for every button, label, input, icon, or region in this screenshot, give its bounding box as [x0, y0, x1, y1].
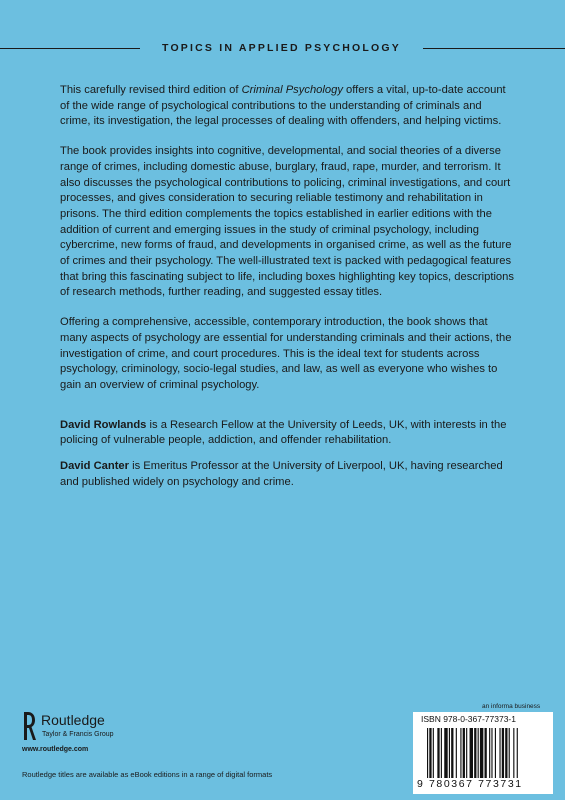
publisher-name: Routledge [41, 712, 105, 728]
isbn-label: ISBN 978-0-367-77373-1 [421, 714, 516, 724]
publisher-group: Taylor & Francis Group [42, 731, 114, 738]
series-banner [0, 40, 565, 58]
barcode-icon [427, 728, 547, 778]
publisher-url: www.routledge.com [22, 746, 89, 753]
author-bio-1 [60, 418, 515, 449]
blurb-p1-lead: This carefully revised third edition of [60, 84, 242, 96]
blurb-paragraph-2: The book provides insights into cognitive, developmental, and social theories of a diverse range of crimes, including domestic abuse, burglary, fraud, rape, murder, and terrorism. It also discusses the psychological contributions to policing, criminal investigations, and court processes, and gives consideration to securing reliable testimony and rehabilitation in prisons. The third edition complements the topics established in earlier editions with the addition of current and emerging issues in the study of criminal psychology, including cybercrime, new forms of fraud, and developments in organised crime, as well as the future of crimes and their psychology. The well-illustrated text is packed with pedagogical features that bring this fascinating subject to life, including boxes highlighting key topics, descriptions of research methods, further reading, and suggested essay titles. [60, 145, 514, 299]
informa-tagline: an informa business [482, 703, 541, 710]
barcode-digits: 9 780367 773731 [417, 778, 523, 790]
series-rule-right [423, 48, 565, 49]
isbn-barcode [413, 712, 553, 794]
book-title: Criminal Psychology [241, 84, 343, 96]
author-name: David Canter [60, 460, 130, 473]
series-title: TOPICS IN APPLIED PSYCHOLOGY [162, 42, 401, 54]
publisher-logo [22, 710, 182, 755]
back-cover-text [60, 83, 515, 500]
series-rule-left [0, 48, 140, 49]
blurb-paragraph-3: Offering a comprehensive, accessible, contemporary introduction, the book shows that many aspects of psychology are essential for understanding criminals and their actions, the investigation of crime, and court procedures. This is the ideal text for students across psychology, criminology, socio-legal studies, and law, as well as everyone who wishes to gain an overview of criminal psychology. [60, 316, 512, 391]
author-bio-text: is Emeritus Professor at the University of Liverpool, UK, having researched and published widely on psychology and crime. [60, 460, 503, 488]
author-name: David Rowlands [60, 418, 147, 431]
ebook-footnote: Routledge titles are available as eBook editions in a range of digital formats [22, 770, 273, 779]
author-bio-text: is a Research Fellow at the University of Leeds, UK, with interests in the policing of vulnerable people, addiction, and offender rehabilitation. [60, 418, 507, 447]
blurb-paragraph-1 [60, 83, 515, 130]
author-bio-2 [60, 459, 515, 490]
blurb-p1-rest: offers a vital, up-to-date account of the wide range of psychological contributions to the understanding of criminals and crime, its investigation, the legal processes of dealing with offenders, and helping victims. [60, 84, 506, 128]
routledge-r-icon [22, 710, 36, 742]
